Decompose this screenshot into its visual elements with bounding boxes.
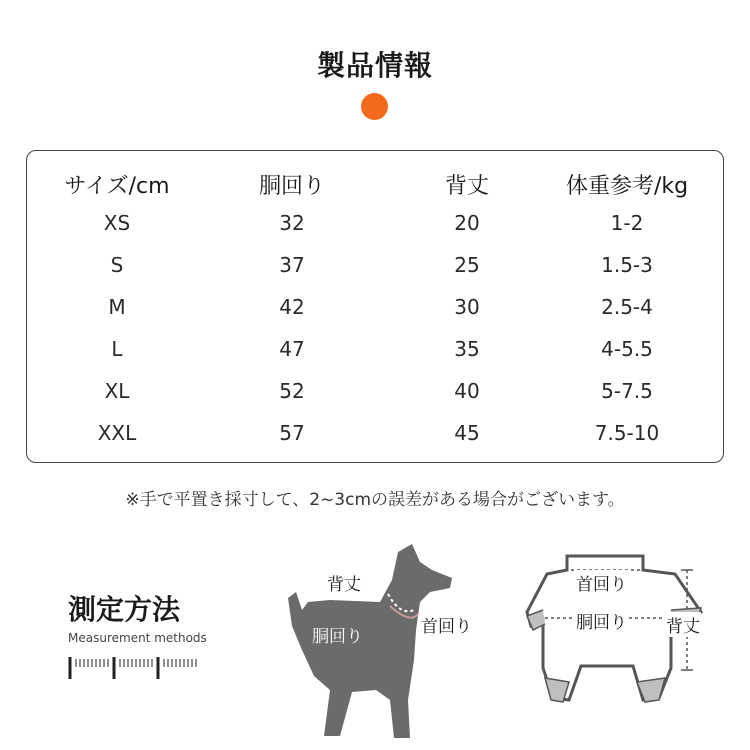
cell-chest: 37 [279, 253, 305, 277]
cell-weight: 4-5.5 [601, 337, 653, 361]
cell-back-length: 35 [454, 337, 480, 361]
column-header-back-length: 背丈 [444, 174, 489, 199]
page-title: 製品情報 [316, 49, 433, 82]
cell-back-length: 25 [454, 253, 480, 277]
cell-size: XS [103, 211, 131, 235]
cell-chest: 47 [279, 337, 305, 361]
dog-chest-label: 胴回り [312, 627, 363, 647]
cell-chest: 42 [279, 295, 305, 319]
accent-dot [361, 93, 388, 120]
cell-weight: 1-2 [610, 211, 644, 235]
cell-weight: 2.5-4 [601, 295, 653, 319]
cell-size: XXL [97, 421, 137, 445]
measurement-title: 測定方法 [68, 593, 181, 626]
measurement-subtitle: Measurement methods [68, 631, 207, 645]
column-header-size: サイズ/cm [64, 174, 170, 199]
dog-diagram [280, 540, 490, 745]
dog-back-length-label: 背丈 [326, 570, 362, 595]
cell-weight: 7.5-10 [594, 421, 660, 445]
column-header-weight: 体重参考/kg [565, 174, 689, 199]
size-table [26, 150, 724, 463]
dog-neck-label: 首回り [420, 612, 473, 637]
cell-chest: 57 [279, 421, 305, 445]
cell-weight: 5-7.5 [601, 379, 653, 403]
cell-size: M [108, 295, 126, 319]
cell-weight: 1.5-3 [601, 253, 653, 277]
measurement-note: ※手で平置き採寸して、2~3cmの誤差がある場合がございます。 [125, 490, 625, 510]
cell-back-length: 45 [454, 421, 480, 445]
cell-back-length: 40 [454, 379, 480, 403]
garment-back-length-label: 背丈 [665, 612, 701, 637]
cell-chest: 32 [279, 211, 305, 235]
cell-chest: 52 [279, 379, 305, 403]
garment-diagram [525, 550, 725, 720]
garment-neck-label: 首回り [575, 570, 628, 595]
garment-chest-label: 胴回り [575, 608, 628, 633]
cell-back-length: 20 [454, 211, 480, 235]
cell-size: XL [104, 379, 130, 403]
ruler-icon [68, 655, 203, 681]
cell-size: L [111, 337, 123, 361]
column-header-chest: 胴回り [258, 174, 325, 199]
cell-size: S [110, 253, 124, 277]
cell-back-length: 30 [454, 295, 480, 319]
